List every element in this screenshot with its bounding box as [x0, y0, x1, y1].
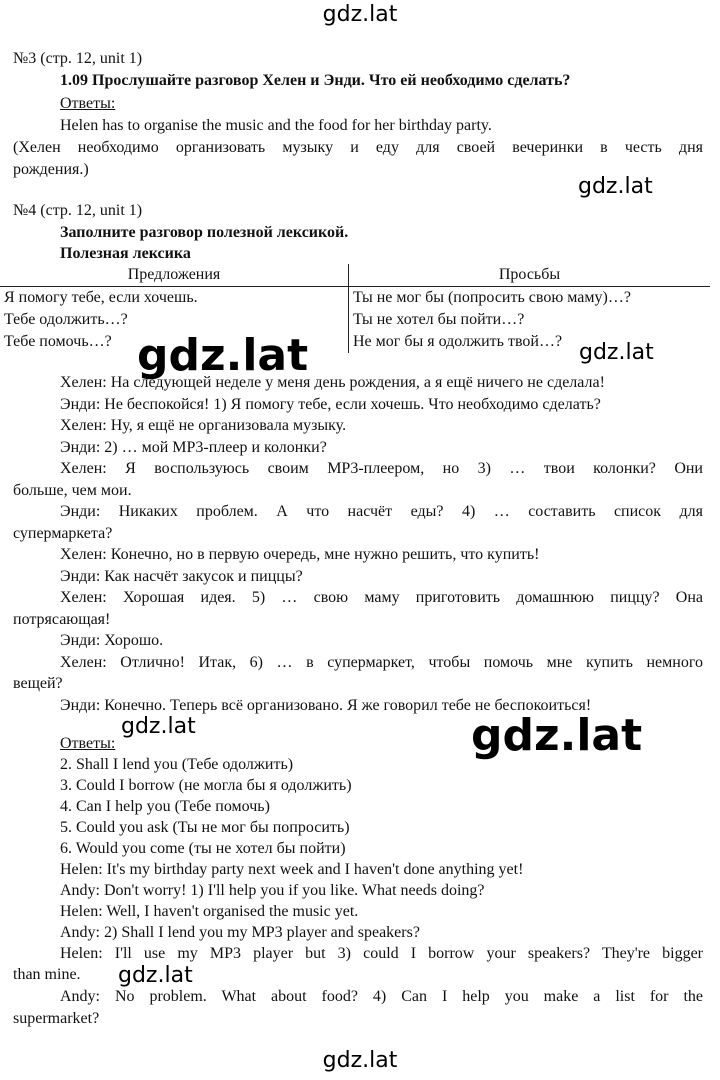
table-cell: Я помогу тебе, если хочешь.	[0, 287, 349, 310]
answer-item: 5. Could you ask (Ты не мог бы попросить)	[60, 819, 350, 836]
watermark: gdz.lat	[578, 174, 653, 199]
answer-item: 4. Can I help you (Тебе помочь)	[60, 798, 270, 815]
exercise-3-translation: (Хелен необходимо организовать музыку и еду для своей вечеринки в честь дня	[13, 139, 703, 156]
table-header-requests: Просьбы	[349, 264, 711, 287]
dialogue-line: вещей?	[13, 675, 63, 692]
answer-item: 2. Shall I lend you (Тебе одолжить)	[60, 756, 294, 773]
dialogue-en-line: Andy: Don't worry! 1) I'll help you if you like. What needs doing?	[60, 882, 485, 899]
dialogue-line: Энди: Никаких проблем. А что насчёт еды? 4) … составить список для	[60, 503, 703, 520]
answers-label: Ответы:	[60, 735, 116, 752]
vocab-table	[0, 264, 710, 353]
exercise-3-task: 1.09 Прослушайте разговор Хелен и Энди. Что ей необходимо сделать?	[60, 72, 571, 89]
exercise-3-header: №3 (стр. 12, unit 1)	[13, 50, 143, 67]
answer-item: 6. Would you come (ты не хотел бы пойти)	[60, 840, 346, 857]
table-header-offers: Предложения	[0, 264, 349, 287]
watermark: gdz.lat	[579, 340, 654, 365]
dialogue-line: Хелен: Отлично! Итак, 6) … в супермаркет, чтобы помочь мне купить немного	[60, 654, 703, 671]
watermark-bottom: gdz.lat	[322, 1048, 398, 1073]
dialogue-line: Энди: 2) … мой MP3-плеер и колонки?	[60, 439, 327, 456]
answer-item: 3. Could I borrow (не могла бы я одолжить)	[60, 777, 352, 794]
dialogue-line: Хелен: На следующей неделе у меня день рождения, а я ещё ничего не сделала!	[60, 374, 605, 391]
dialogue-line: Хелен: Конечно, но в первую очередь, мне нужно решить, что купить!	[60, 546, 540, 563]
dialogue-line: Энди: Хорошо.	[60, 632, 164, 649]
dialogue-line: потрясающая!	[13, 611, 111, 628]
vocab-title: Полезная лексика	[60, 245, 191, 262]
table-cell: Ты не хотел бы пойти…?	[353, 311, 525, 328]
dialogue-line: Энди: Конечно. Теперь всё организовано. Я же говорил тебе не беспокоиться!	[60, 697, 592, 714]
table-cell: Тебе помочь…?	[0, 331, 349, 353]
dialogue-line: супермаркета?	[13, 525, 113, 542]
exercise-3-translation-cont: рождения.)	[13, 161, 89, 178]
watermark: gdz.lat	[121, 714, 196, 739]
answers-label: Ответы:	[60, 95, 116, 112]
table-row	[0, 331, 710, 353]
table-cell: Ты не мог бы (попросить свою маму)…?	[353, 289, 631, 306]
dialogue-en-line: supermarket?	[13, 1010, 100, 1027]
exercise-4-task: Заполните разговор полезной лексикой.	[60, 224, 349, 241]
watermark-large: gdz.lat	[471, 710, 643, 761]
table-cell: Не мог бы я одолжить твой…?	[353, 333, 563, 350]
dialogue-line: больше, чем мои.	[13, 482, 132, 499]
dialogue-line: Энди: Как насчёт закусок и пиццы?	[60, 568, 303, 585]
dialogue-en-line: Andy: No problem. What about food? 4) Can I help you make a list for the	[60, 988, 703, 1005]
table-row	[0, 287, 710, 310]
dialogue-line: Энди: Не беспокойся! 1) Я помогу тебе, если хочешь. Что необходимо сделать?	[60, 396, 601, 413]
dialogue-line: Хелен: Ну, я ещё не организовала музыку.	[60, 417, 347, 434]
dialogue-en-line: Helen: I'll use my MP3 player but 3) could I borrow your speakers? They're bigger	[60, 945, 703, 962]
dialogue-en-line: than mine.	[13, 966, 81, 983]
dialogue-en-line: Helen: It's my birthday party next week and I haven't done anything yet!	[60, 861, 524, 878]
dialogue-line: Хелен: Хорошая идея. 5) … свою маму приготовить домашнюю пиццу? Она	[60, 589, 703, 606]
watermark: gdz.lat	[118, 963, 193, 988]
watermark-top: gdz.lat	[322, 2, 398, 27]
table-cell: Тебе одолжить…?	[0, 309, 349, 331]
dialogue-line: Хелен: Я воспользуюсь своим MP3-плеером, но 3) … твои колонки? Они	[60, 460, 703, 477]
exercise-3-answer: Helen has to organise the music and the food for her birthday party.	[60, 117, 492, 134]
table-row	[0, 309, 710, 331]
exercise-4-header: №4 (стр. 12, unit 1)	[13, 202, 143, 219]
watermark-large: gdz.lat	[137, 330, 309, 381]
dialogue-en-line: Helen: Well, I haven't organised the music yet.	[60, 903, 359, 920]
dialogue-en-line: Andy: 2) Shall I lend you my MP3 player and speakers?	[60, 924, 420, 941]
